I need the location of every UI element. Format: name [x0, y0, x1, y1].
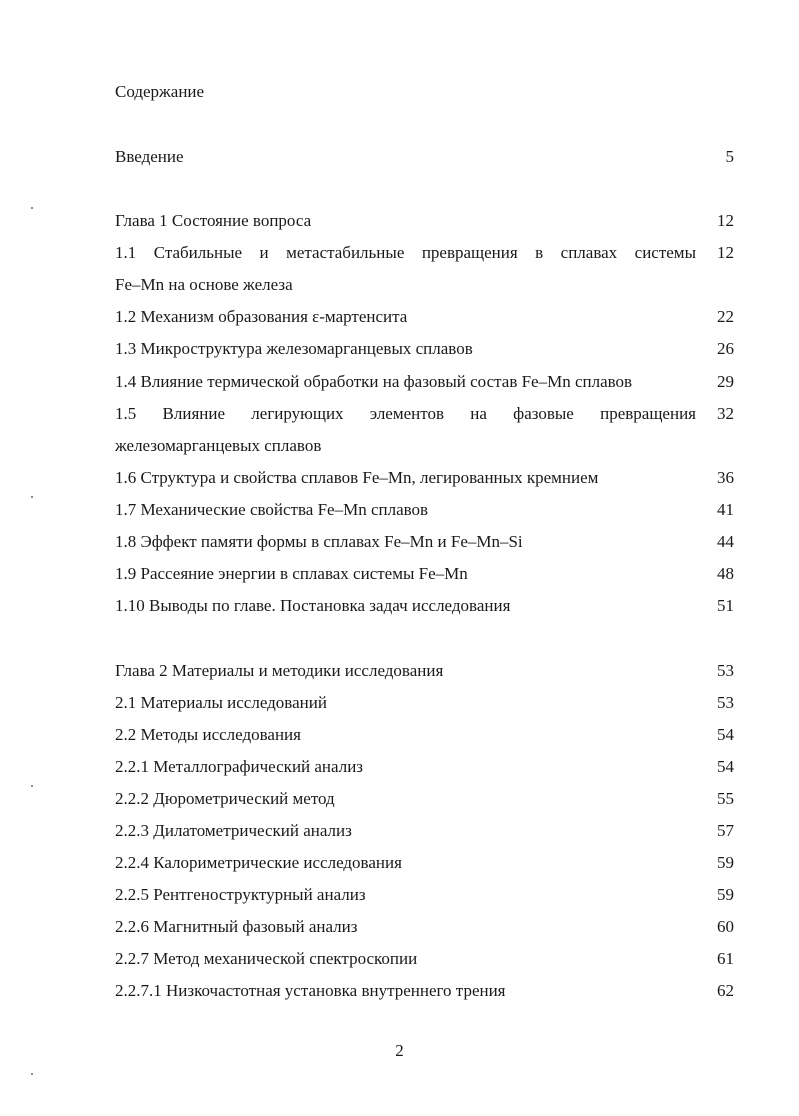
- toc-entry-title: 1.4 Влияние термической обработки на фазовый состав Fe–Mn сплавов: [115, 372, 633, 391]
- toc-entry-title: 1.5 Влияние легирующих элементов на фазовые превращения: [115, 404, 696, 423]
- toc-entry-title: 2.2.7.1 Низкочастотная установка внутреннего трения: [115, 981, 506, 1000]
- toc-entry-page: 61: [717, 949, 734, 968]
- toc-entry-page: 5: [725, 147, 734, 166]
- toc-entry-title: 1.10 Выводы по главе. Постановка задач исследования: [115, 596, 511, 615]
- toc-entry-2-2-6[interactable]: [115, 916, 734, 938]
- toc-heading: Содержание: [115, 82, 205, 101]
- toc-entry-title: 2.2.2 Дюрометрический метод: [115, 789, 335, 808]
- toc-entry-title: 2.2.7 Метод механической спектроскопии: [115, 949, 418, 968]
- scan-speck: [31, 496, 33, 498]
- toc-entry-page: 32: [717, 404, 734, 423]
- toc-entry-page: 62: [717, 981, 734, 1000]
- toc-entry-title: 2.2 Методы исследования: [115, 725, 301, 744]
- toc-entry-title: 2.2.3 Дилатометрический анализ: [115, 821, 352, 840]
- toc-entry-title: 1.7 Механические свойства Fe–Mn сплавов: [115, 500, 429, 519]
- toc-entry-title: 2.2.1 Металлографический анализ: [115, 757, 364, 776]
- toc-entry-1-6[interactable]: [115, 467, 734, 489]
- toc-entry-title-continuation: Fe–Mn на основе железа: [115, 275, 293, 294]
- toc-entry-page: 51: [717, 596, 734, 615]
- toc-entry-2-2-5[interactable]: [115, 884, 734, 906]
- toc-entry-title: 1.8 Эффект памяти формы в сплавах Fe–Mn и Fe–Mn–Si: [115, 532, 523, 551]
- toc-entry-chapter-1[interactable]: [115, 210, 734, 232]
- toc-entry-2-2[interactable]: [115, 724, 734, 746]
- toc-entry-title: Глава 1 Состояние вопроса: [115, 211, 312, 230]
- toc-entry-title: 2.2.6 Магнитный фазовый анализ: [115, 917, 358, 936]
- toc-entry-page: 26: [717, 339, 734, 358]
- toc-entry-title: Глава 2 Материалы и методики исследования: [115, 661, 444, 680]
- toc-entry-1-3[interactable]: [115, 338, 734, 360]
- toc-entry-title: 1.1 Стабильные и метастабильные превращения в сплавах системы: [115, 243, 696, 262]
- scan-speck: [31, 785, 33, 787]
- toc-entry-page: 60: [717, 917, 734, 936]
- toc-entry-page: 59: [717, 885, 734, 904]
- toc-entry-title: Введение: [115, 147, 184, 166]
- toc-entry-page: 54: [717, 757, 734, 776]
- toc-entry-title: 1.3 Микроструктура железомарганцевых сплавов: [115, 339, 473, 358]
- toc-entry-2-2-1[interactable]: [115, 756, 734, 778]
- toc-entry-page: 44: [717, 532, 734, 551]
- toc-entry-1-7[interactable]: [115, 499, 734, 521]
- toc-entry-page: 55: [717, 789, 734, 808]
- toc-entry-title: 1.6 Структура и свойства сплавов Fe–Mn, легированных кремнием: [115, 468, 599, 487]
- toc-entry-page: 54: [717, 725, 734, 744]
- toc-entry-page: 36: [717, 468, 734, 487]
- toc-entry-1-5[interactable]: [115, 403, 734, 425]
- toc-entry-title: 2.1 Материалы исследований: [115, 693, 327, 712]
- toc-entry-2-2-7-1[interactable]: [115, 980, 734, 1002]
- toc-entry-page: 22: [717, 307, 734, 326]
- toc-entry-1-10[interactable]: [115, 595, 734, 617]
- toc-entry-page: 53: [717, 661, 734, 680]
- toc-entry-1-8[interactable]: [115, 531, 734, 553]
- page-number: 2: [395, 1041, 404, 1060]
- scan-speck: [31, 207, 33, 209]
- toc-entry-2-2-4[interactable]: [115, 852, 734, 874]
- toc-entry-1-4[interactable]: [115, 371, 734, 393]
- toc-entry-chapter-2[interactable]: [115, 660, 734, 682]
- toc-entry-page: 57: [717, 821, 734, 840]
- toc-entry-2-2-3[interactable]: [115, 820, 734, 842]
- toc-entry-title: 1.2 Механизм образования ε-мартенсита: [115, 307, 408, 326]
- toc-entry-1-9[interactable]: [115, 563, 734, 585]
- toc-entry-1-1[interactable]: [115, 242, 734, 264]
- toc-entry-page: 29: [717, 372, 734, 391]
- toc-entry-2-2-2[interactable]: [115, 788, 734, 810]
- toc-entry-2-2-7[interactable]: [115, 948, 734, 970]
- toc-entry-2-1[interactable]: [115, 692, 734, 714]
- toc-entry-introduction[interactable]: [115, 146, 734, 168]
- toc-entry-title: 1.9 Рассеяние энергии в сплавах системы Fe–Mn: [115, 564, 468, 583]
- scan-speck: [31, 1073, 33, 1075]
- toc-entry-1-2[interactable]: [115, 306, 734, 328]
- toc-entry-page: 41: [717, 500, 734, 519]
- toc-entry-page: 53: [717, 693, 734, 712]
- toc-entry-page: 59: [717, 853, 734, 872]
- toc-entry-page: 12: [717, 243, 734, 262]
- toc-entry-title-continuation: железомарганцевых сплавов: [115, 436, 322, 455]
- toc-entry-page: 12: [717, 211, 734, 230]
- toc-entry-title: 2.2.4 Калориметрические исследования: [115, 853, 402, 872]
- toc-entry-page: 48: [717, 564, 734, 583]
- toc-entry-title: 2.2.5 Рентгеноструктурный анализ: [115, 885, 366, 904]
